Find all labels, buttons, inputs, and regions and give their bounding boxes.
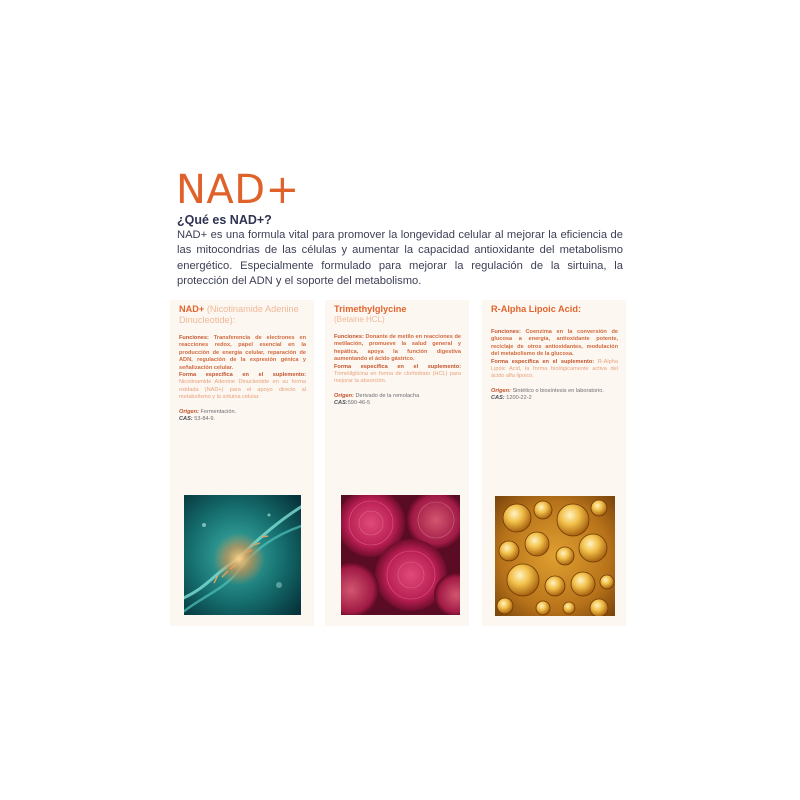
card-functions: Funciones: Donante de metilo en reacciones de metilación, promueve la salud general y hepática, apoya la función digestiva aumentando el ácido gástrico. bbox=[334, 334, 462, 363]
card-cas: CAS:590-46-5 bbox=[334, 400, 371, 407]
card-name: R-Alpha Lipoic Acid: bbox=[491, 304, 581, 314]
card-cas: CAS: 1200-22-2 bbox=[491, 395, 532, 402]
card-form: Forma específica en el suplemento: R-Alpha Lipoic Acid, la forma biológicamente activa del ácido alfa lipoico. bbox=[491, 358, 618, 380]
page-title: NAD+ bbox=[176, 167, 300, 213]
card-cas: CAS: 53-84-9. bbox=[179, 416, 216, 423]
beetroot-slices-image bbox=[341, 495, 460, 615]
card-subname: (Betaine HCL) bbox=[334, 315, 385, 324]
card-form: Forma específica en el suplemento: Nicotinamide Adenine Dinucleotide en su forma oxidada (NAD+) para el apoyo directo al metabolismo y la sirtuina celular. bbox=[179, 372, 306, 401]
card-name: NAD+ bbox=[179, 304, 205, 314]
section-subtitle: ¿Qué es NAD+? bbox=[177, 213, 272, 227]
dna-helix-image bbox=[184, 495, 301, 615]
card-origin: Origen: Fermentación. bbox=[179, 408, 237, 415]
ingredient-card-nad bbox=[170, 300, 314, 626]
card-form: Forma específica en el suplemento: Trimetilglicina en forma de clorhidrato (HCL) para mejorar la absorción. bbox=[334, 363, 461, 385]
card-functions: Funciones: Transferencia de electrones en reacciones redox, papel esencial en la producción de energía celular, reparación de ADN, regulación de la expresión génica y señalización celular. bbox=[179, 335, 306, 371]
oil-bubbles-image bbox=[495, 496, 615, 616]
card-name: Trimethylglycine bbox=[334, 304, 407, 314]
card-subname: (Nicotinamide Adenine Dinucleotide): bbox=[179, 304, 299, 325]
card-functions: Funciones: Coenzima en la conversión de glucosa a energía, antioxidante potente, reciclaje de otros antioxidantes, modulación del metabolismo de la glucosa. bbox=[491, 329, 618, 358]
card-origin: Origen: Sintético o biosíntesis en laboratorio. bbox=[491, 387, 604, 394]
intro-paragraph: NAD+ es una formula vital para promover la longevidad celular al mejorar la eficiencia de las mitocondrias de las células y aumentar la capacidad antioxidante del metabolismo energético. Especialmente formulado para mejorar la regulación de la sirtuina, la protección del ADN y el soporte del metabolismo. bbox=[177, 229, 623, 288]
ingredient-card-trimethylglycine bbox=[325, 300, 469, 626]
ingredient-card-r-alpha-lipoic-acid bbox=[482, 300, 626, 626]
card-title bbox=[179, 304, 306, 326]
card-origin: Origen: Derivado de la remolacha bbox=[334, 392, 420, 399]
